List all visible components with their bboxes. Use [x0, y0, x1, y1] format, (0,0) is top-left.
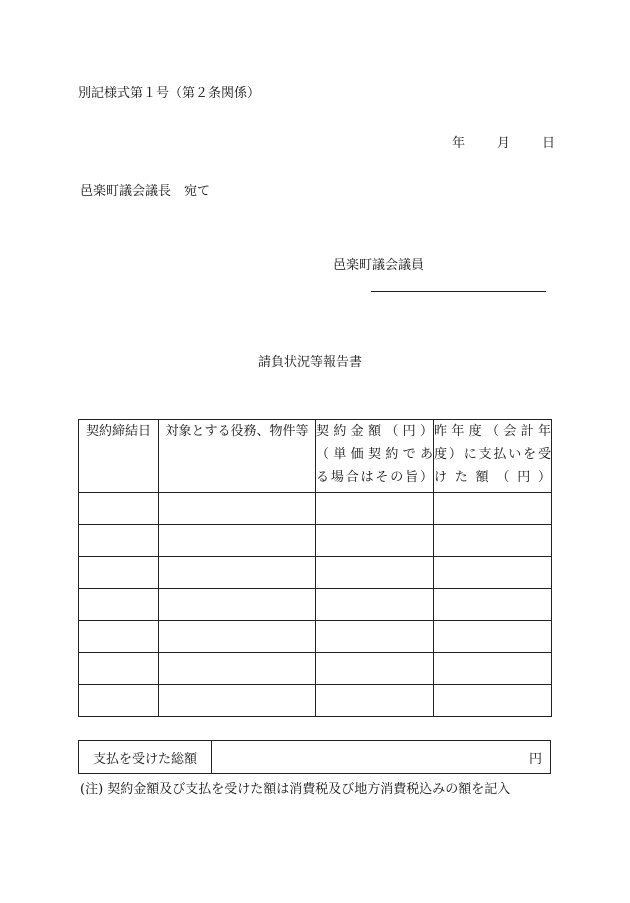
- date-line: [452, 132, 555, 151]
- contract-date-cell[interactable]: [79, 525, 159, 557]
- form-number-label: 別記様式第１号（第２条関係）: [78, 86, 261, 101]
- last-year-paid-cell[interactable]: [434, 493, 552, 525]
- table-row: [79, 653, 552, 685]
- header-last-year-paid: 昨年度（会計年 度）に支払いを受 けた額（円）: [434, 420, 552, 493]
- target-services-cell[interactable]: [159, 557, 316, 589]
- signature-line[interactable]: [371, 291, 546, 292]
- target-services-cell[interactable]: [159, 685, 316, 717]
- contract-date-cell[interactable]: [79, 621, 159, 653]
- table-row: [79, 621, 552, 653]
- contract-amount-cell[interactable]: [316, 589, 434, 621]
- last-year-paid-cell[interactable]: [434, 525, 552, 557]
- contract-table-header-row: [79, 420, 552, 493]
- header-contract-date: 契約締結日: [79, 420, 159, 493]
- header-target-services: 対象とする役務、物件等: [159, 420, 316, 493]
- contract-amount-cell[interactable]: [316, 557, 434, 589]
- document-title: 請負状況等報告書: [258, 355, 363, 370]
- target-services-cell[interactable]: [159, 493, 316, 525]
- target-services-cell[interactable]: [159, 525, 316, 557]
- footnote: (注) 契約金額及び支払を受けた額は消費税及び地方消費税込みの額を記入: [80, 782, 511, 797]
- target-services-cell[interactable]: [159, 621, 316, 653]
- total-label: 支払を受けた総額: [79, 741, 212, 774]
- target-services-cell[interactable]: [159, 653, 316, 685]
- date-year-label: 年: [452, 136, 466, 151]
- table-row: [79, 685, 552, 717]
- addressee-line: 邑楽町議会議長 宛て: [80, 184, 211, 199]
- signer-title: 邑楽町議会議員: [333, 258, 425, 273]
- contract-amount-cell[interactable]: [316, 621, 434, 653]
- contract-table-body: [79, 493, 552, 717]
- contract-date-cell[interactable]: [79, 653, 159, 685]
- contract-table: [78, 419, 552, 717]
- total-table: [78, 740, 551, 774]
- contract-date-cell[interactable]: [79, 493, 159, 525]
- date-month-label: 月: [497, 136, 511, 151]
- total-amount-field[interactable]: [212, 741, 551, 774]
- contract-amount-cell[interactable]: [316, 525, 434, 557]
- yen-unit: 円: [528, 751, 542, 767]
- target-services-cell[interactable]: [159, 589, 316, 621]
- contract-date-cell[interactable]: [79, 589, 159, 621]
- table-row: [79, 589, 552, 621]
- date-day-label: 日: [542, 136, 556, 151]
- contract-date-cell[interactable]: [79, 685, 159, 717]
- last-year-paid-cell[interactable]: [434, 557, 552, 589]
- contract-date-cell[interactable]: [79, 557, 159, 589]
- header-contract-amount: 契約金額（円） （単価契約であ る場合はその旨）: [316, 420, 434, 493]
- last-year-paid-cell[interactable]: [434, 589, 552, 621]
- last-year-paid-cell[interactable]: [434, 653, 552, 685]
- last-year-paid-cell[interactable]: [434, 685, 552, 717]
- table-row: [79, 525, 552, 557]
- last-year-paid-cell[interactable]: [434, 621, 552, 653]
- table-row: [79, 493, 552, 525]
- contract-amount-cell[interactable]: [316, 653, 434, 685]
- total-row: [79, 741, 551, 774]
- contract-amount-cell[interactable]: [316, 685, 434, 717]
- table-row: [79, 557, 552, 589]
- contract-amount-cell[interactable]: [316, 493, 434, 525]
